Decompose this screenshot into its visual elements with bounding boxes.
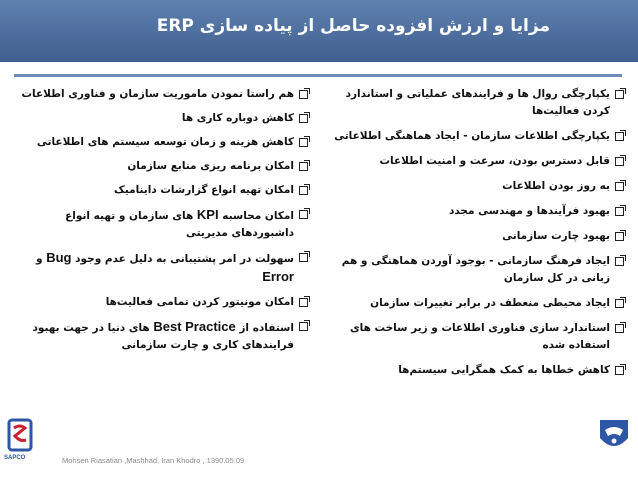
list-item: امکان محاسبه KPI های سازمان و تهیه انواع داشبوردهای مدیریتی <box>8 206 308 242</box>
list-item: امکان برنامه ریزی منابع سازمان <box>8 158 308 175</box>
ikco-logo-icon <box>596 416 632 456</box>
list-item: ایجاد محیطی منعطف در برابر تغییرات سازمان <box>318 295 624 312</box>
list-item: قابل دسترس بودن، سرعت و امنیت اطلاعات <box>318 153 624 170</box>
divider-rule <box>14 74 622 77</box>
best-practice-term: Best Practice <box>153 319 236 334</box>
list-item: کاهش هزینه و زمان توسعه سیستم های اطلاعاتی <box>8 134 308 151</box>
checkbox-bullet-icon <box>299 322 308 331</box>
slide-title: مزایا و ارزش افزوده حاصل از پیاده سازی ERP <box>156 16 550 36</box>
list-item: یکپارچگی روال ها و فرایندهای عملیاتی و استاندارد کردن فعالیت‌ها <box>318 86 624 120</box>
benefits-list-left <box>8 86 308 361</box>
sapco-logo-icon <box>6 418 36 472</box>
checkbox-bullet-icon <box>299 114 308 123</box>
list-item: کاهش خطاها به کمک همگرایی سیستم‌ها <box>318 362 624 379</box>
checkbox-bullet-icon <box>615 132 624 141</box>
list-item: هم راستا نمودن ماموریت سازمان و فناوری اطلاعات <box>8 86 308 103</box>
bug-term: Bug <box>46 250 72 265</box>
list-item: یکپارچگی اطلاعات سازمان - ایجاد هماهنگی اطلاعاتی <box>318 128 624 145</box>
checkbox-bullet-icon <box>299 253 308 262</box>
checkbox-bullet-icon <box>299 90 308 99</box>
list-item: کاهش دوباره کاری ها <box>8 110 308 127</box>
list-item: امکان مونیتور کردن تمامی فعالیت‌ها <box>8 294 308 311</box>
checkbox-bullet-icon <box>299 138 308 147</box>
error-term: Error <box>262 269 294 284</box>
kpi-term: KPI <box>196 207 219 222</box>
checkbox-bullet-icon <box>299 162 308 171</box>
checkbox-bullet-icon <box>615 366 624 375</box>
title-banner <box>0 0 638 62</box>
benefits-list-right <box>318 86 624 387</box>
sapco-logo-text: SAPCO <box>4 455 26 461</box>
checkbox-bullet-icon <box>615 182 624 191</box>
checkbox-bullet-icon <box>299 298 308 307</box>
list-item: سهولت در امر پشتیبانی به دلیل عدم وجود Bug و Error <box>8 249 308 287</box>
list-item: ایجاد فرهنگ سازمانی - بوجود آوردن هماهنگی و هم زبانی در کل سازمان <box>318 253 624 287</box>
footer-credit: Mohsen Riasatian ,Mashhad, Iran Khodro , 1390.05.09 <box>62 456 245 465</box>
checkbox-bullet-icon <box>615 207 624 216</box>
checkbox-bullet-icon <box>615 299 624 308</box>
checkbox-bullet-icon <box>615 232 624 241</box>
list-item: امکان تهیه انواع گزارشات داینامیک <box>8 182 308 199</box>
checkbox-bullet-icon <box>299 186 308 195</box>
list-item: بهبود فرآیندها و مهندسی مجدد <box>318 203 624 220</box>
checkbox-bullet-icon <box>299 210 308 219</box>
list-item: استفاده از Best Practice های دنیا در جهت بهبود فرایندهای کاری و چارت سازمانی <box>8 318 308 354</box>
checkbox-bullet-icon <box>615 90 624 99</box>
checkbox-bullet-icon <box>615 157 624 166</box>
checkbox-bullet-icon <box>615 257 624 266</box>
checkbox-bullet-icon <box>615 324 624 333</box>
list-item: بهبود چارت سازمانی <box>318 228 624 245</box>
list-item: به روز بودن اطلاعات <box>318 178 624 195</box>
list-item: استاندارد سازی فناوری اطلاعات و زیر ساخت های استفاده شده <box>318 320 624 354</box>
